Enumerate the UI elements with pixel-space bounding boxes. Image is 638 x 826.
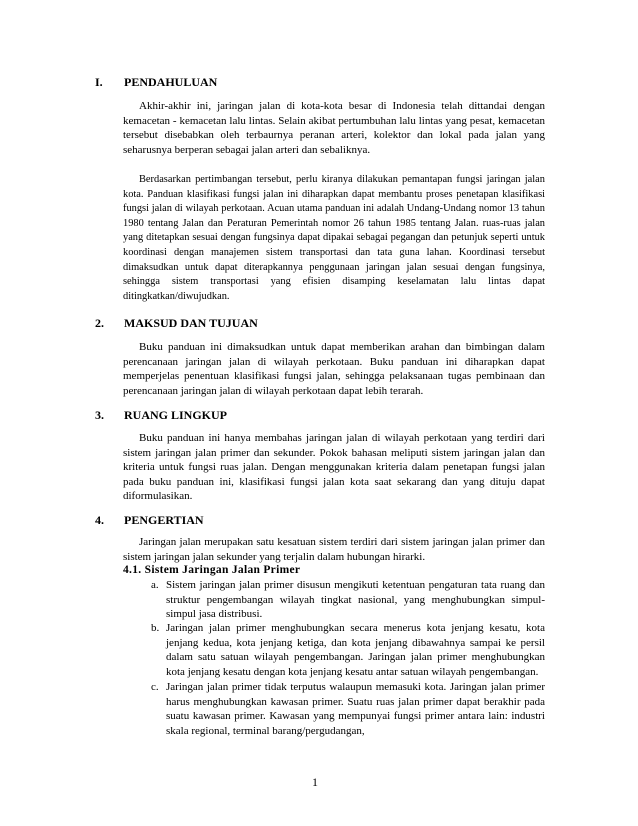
paragraph: Jaringan jalan merupakan satu kesatuan sistem terdiri dari sistem jaringan jalan primer dan sistem jaringan jalan sekunder yang terjalin dalam hubungan hirarki. [123, 536, 545, 563]
page-number: 1 [312, 775, 318, 789]
list-marker: c. [151, 681, 159, 693]
list-item-text: Jaringan jalan primer tidak terputus walaupun memasuki kota. Jaringan jalan primer harus menghubungkan kawasan primer. Suatu ruas jalan primer dapat berakhir pada suatu kawasan primer. Kawasan yang mempunyai fungsi primer antara lain: industri skala regional, terminal barang/pergudangan, [166, 681, 545, 737]
list-item [151, 578, 545, 622]
paragraph: Buku panduan ini hanya membahas jaringan jalan di wilayah perkotaan yang terdiri dari sistem jaringan jalan primer dan sekunder. Pokok bahasan meliputi sistem jaringan jalan dan kriteria untuk fungsi ruas jalan. Dengan menggunakan kriteria dalam penetapan fungsi jalan pada buku panduan ini, klasifikasi fungsi jalan kota saat sekarang dan yang dituju dapat diformulasikan. [123, 432, 545, 503]
list-item [151, 680, 545, 738]
list-marker: b. [151, 622, 160, 634]
section-title: RUANG LINGKUP [124, 408, 228, 422]
paragraph: Akhir-akhir ini, jaringan jalan di kota-kota besar di Indonesia telah dittandai dengan kemacetan - kemacetan lalu lintas. Selain akibat pertumbuhan lalu lintas yang pesat, kemacetan tersebut disebabkan oleh terbaurnya peranan arteri, kolektor dan lokal pada jalan yang seharusnya berperan sebagai jalan arteri dan sebaliknya. [123, 100, 545, 156]
paragraph: Berdasarkan pertimbangan tersebut, perlu kiranya dilakukan pemantapan fungsi jaringan jalan kota. Panduan klasifikasi fungsi jalan ini diharapkan dapat membantu proses penetapan klasifikasi fungsi jalan di wilayah perkotaan. Acuan utama panduan ini adalah Undang-Undang nomor 13 tahun 1980 tentang Jalan dan Peraturan Pemerintah nomor 26 tahun 1985 tentang Jalan. ruas-ruas jalan yang ditetapkan sesuai dengan fungsinya dapat dipakai sebagai pegangan dan petunjuk seperti untuk koordinasi dengan manajemen sistem transportasi dan tata guna lahan. Koordinasi tersebut dimaksudkan untuk dapat diterapkannya penggunaan jaringan jalan sesuai dengan fungsinya, sehingga sistem transportasi yang efisien disamping keselamatan lalu lintas dapat ditingkatkan/diwujudkan. [123, 174, 545, 302]
section-number: 3. [95, 408, 104, 422]
list-item-text: Jaringan jalan primer menghubungkan secara menerus kota jenjang kesatu, kota jenjang kedua, kota jenjang ketiga, dan kota jenjang dibawahnya sampai ke persil dalam satu satuan wilayah pengembangan. Jaringan jalan primer menghubungkan kota jenjang kesatu dengan kota jenjang kesatu antar satuan wilayah pengembangan. [166, 622, 545, 678]
section-number: 4. [95, 513, 104, 527]
list-marker: a. [151, 579, 159, 591]
section-title: PENDAHULUAN [124, 75, 218, 89]
subsection-heading: 4.1. Sistem Jaringan Jalan Primer [123, 564, 301, 576]
section-title: MAKSUD DAN TUJUAN [124, 316, 258, 330]
section-number: 2. [95, 316, 104, 330]
list-item-text: Sistem jaringan jalan primer disusun mengikuti ketentuan pengaturan tata ruang dan struktur pengembangan wilayah tingkat nasional, yang menghubungkan simpul-simpul jasa distribusi. [166, 579, 545, 621]
section-title: PENGERTIAN [124, 513, 204, 527]
paragraph: Buku panduan ini dimaksudkan untuk dapat memberikan arahan dan bimbingan dalam perencanaan jaringan jalan di wilayah perkotaan. Buku panduan ini diharapkan dapat memperjelas penentuan klasifikasi fungsi jalan, sehingga pelaksanaan tugas pembinaan dan perencanaan jaringan jalan di wilayah perkotaan dapat lebih terarah. [123, 341, 545, 397]
list-item [151, 621, 545, 679]
section-number: I. [95, 75, 103, 89]
